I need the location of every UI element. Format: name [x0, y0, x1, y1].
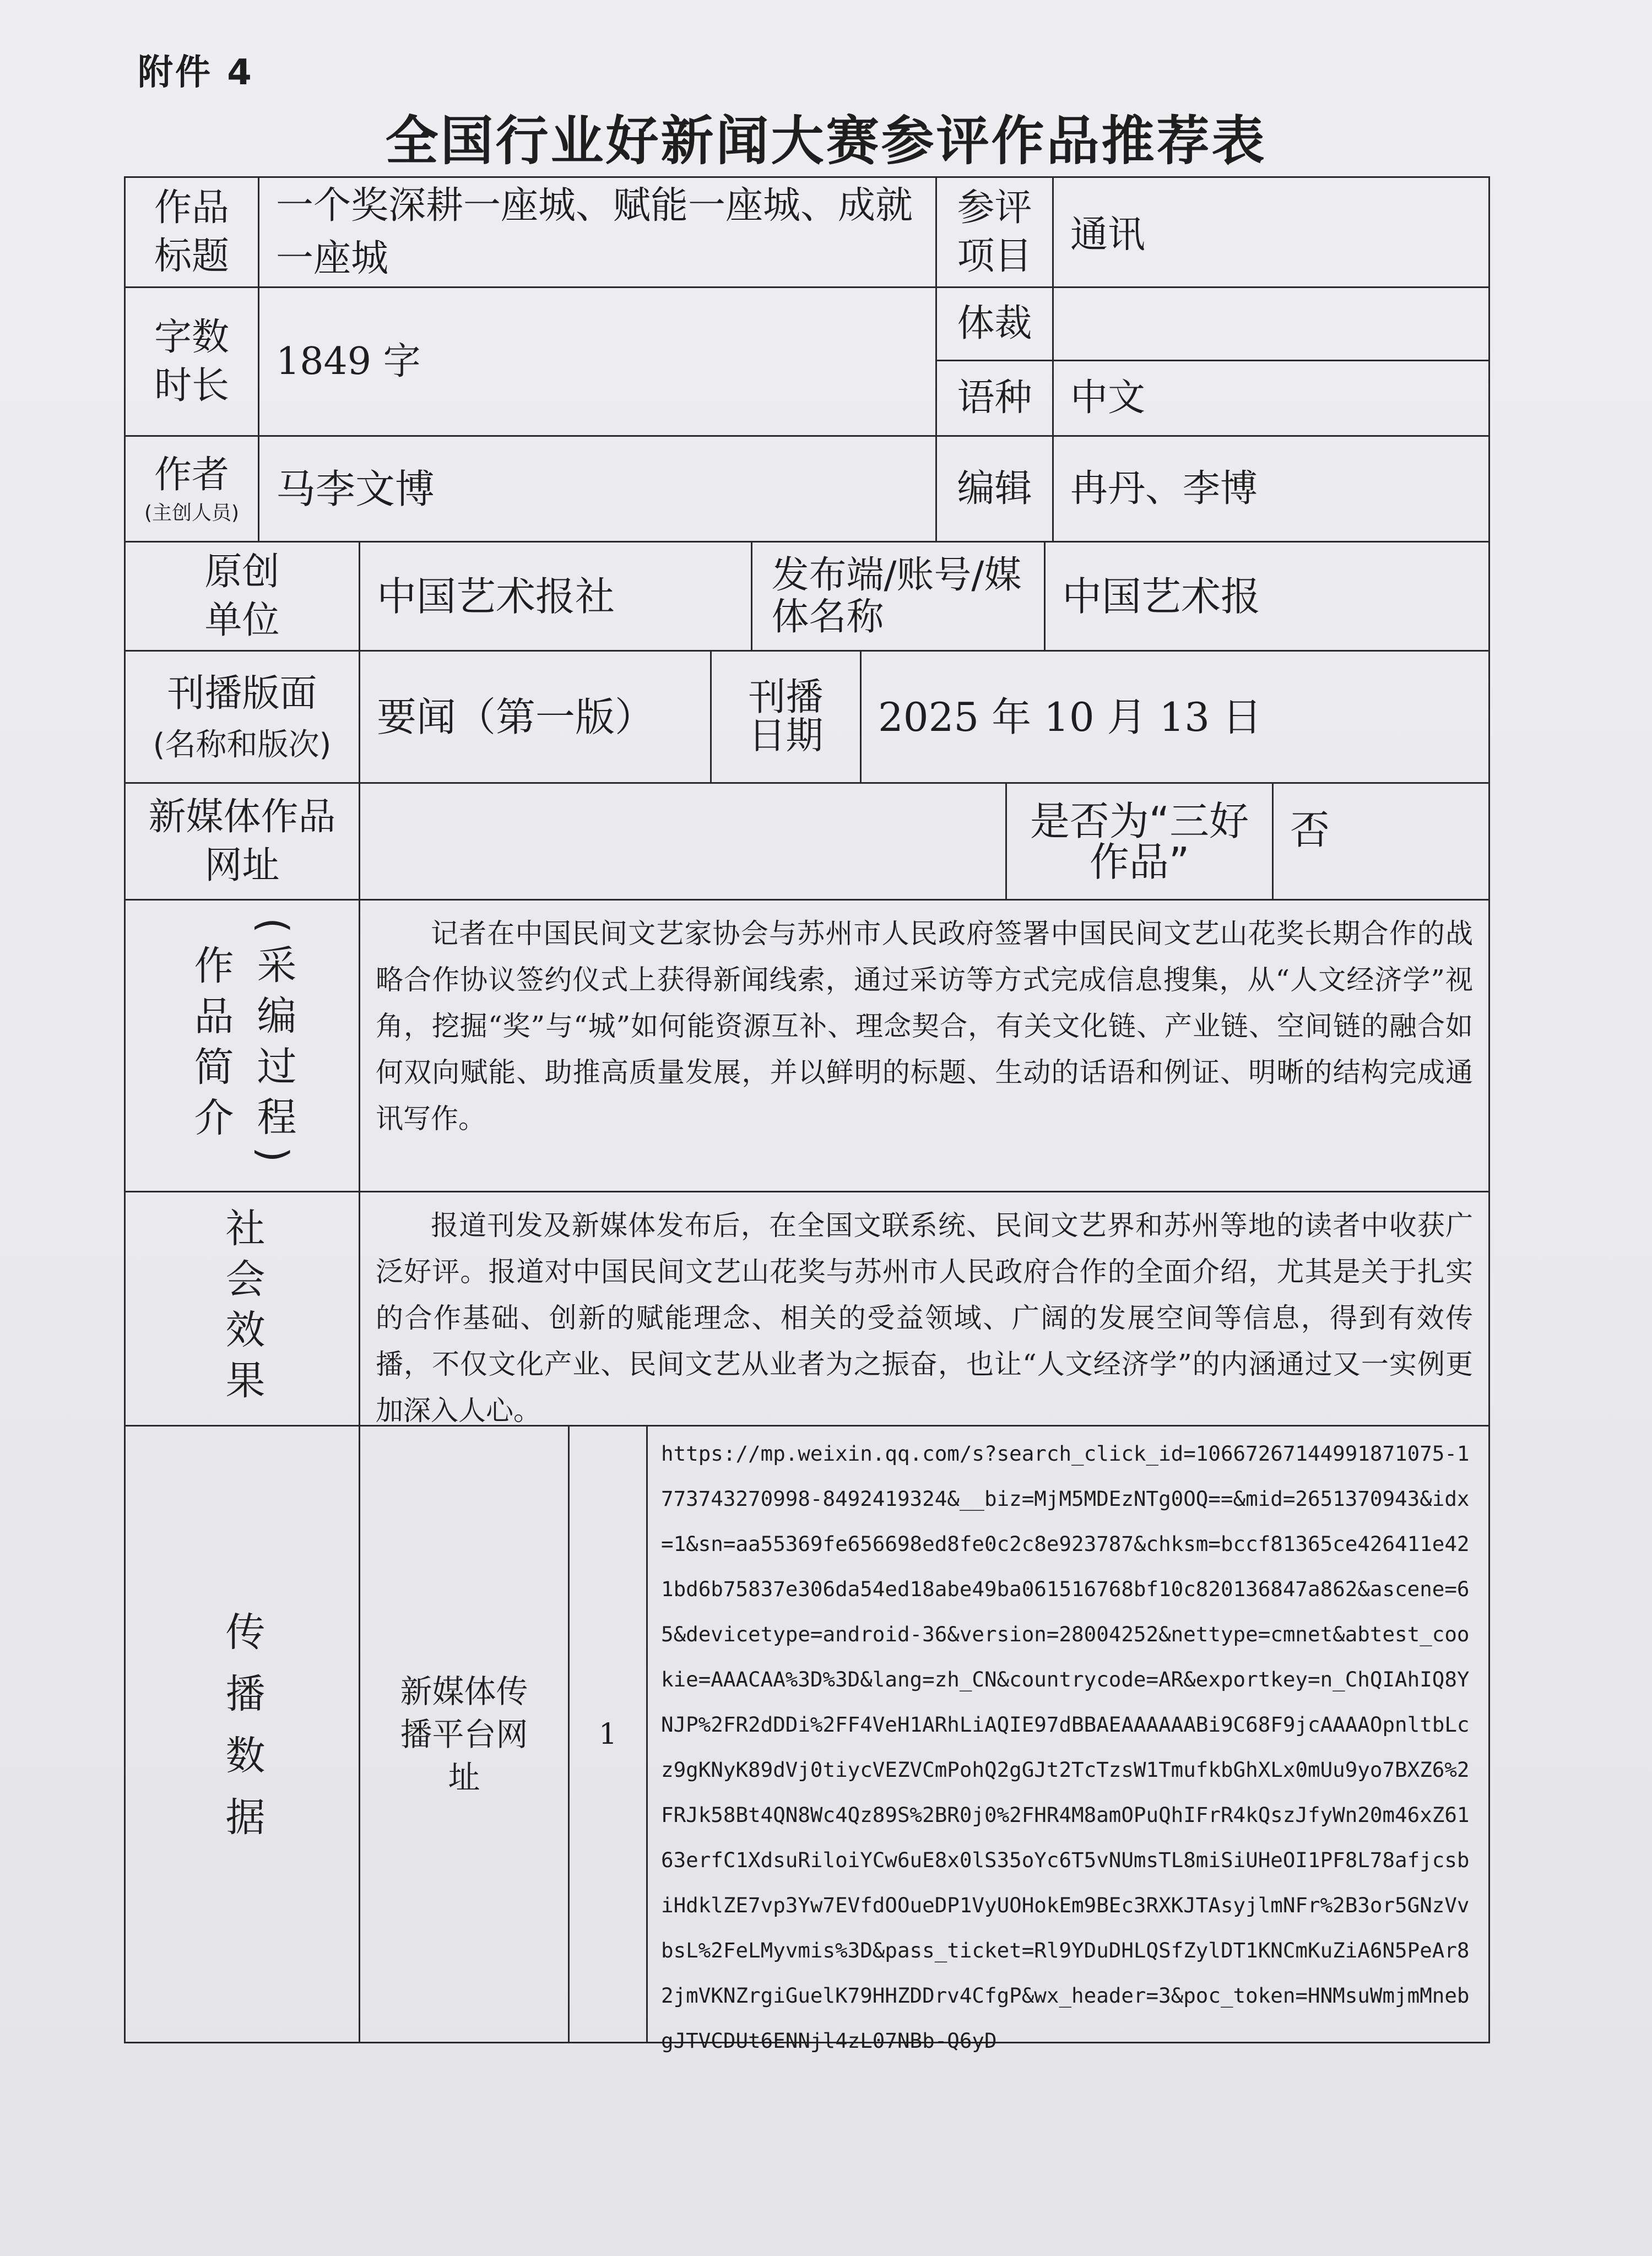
label-author: 作者 (主创人员) — [126, 437, 259, 541]
label-layout: 刊播版面 (名称和版次) — [126, 652, 360, 782]
value-word-count: 1849 字 — [259, 288, 937, 435]
value-pub-date: 2025 年 10 月 13 日 — [878, 693, 1262, 740]
label-spread — [126, 1427, 360, 2042]
label-review-item: 参评项目 — [937, 178, 1054, 286]
label-editor: 编辑 — [937, 437, 1054, 541]
value-author: 马李文博 — [259, 437, 937, 541]
label-orig-unit: 原创单位 — [126, 543, 360, 650]
document-title: 全国行业好新闻大赛参评作品推荐表 — [385, 110, 1267, 172]
label-language: 语种 — [937, 361, 1054, 435]
effect-label-text: 社会效果 — [219, 1207, 266, 1410]
row-intro — [124, 899, 1490, 1191]
spread-label-text: 传播数据 — [219, 1610, 266, 1858]
value-intro: 记者在中国民间文艺家协会与苏州市人民政府签署中国民间文艺山花奖长期合作的战略合作协议签约仪式上获得新闻线索，通过采访等方式完成信息搜集，从“人文经济学”视角，挖掘“奖”与“城”如何能资源互补、理念契合，有关文化链、产业链、空间链的融合如何双向赋能、助推高质量发展，并以鲜明的标题、生动的话语和例证、明晰的结构完成通讯写作。 — [376, 918, 1473, 1135]
author-note: (主创人员) — [144, 501, 240, 524]
value-layout: 要闻（第一版） — [360, 652, 712, 782]
value-effect: 报道刊发及新媒体发布后，在全国文联系统、民间文艺界和苏州等地的读者中收获广泛好评。报道对中国民间文艺山花奖与苏州市人民政府合作的全面介绍，尤其是关于扎实的合作基础、创新的赋能理念、相关的受益领域、广阔的发展空间等信息，得到有效传播，不仅文化产业、民间文艺从业者为之振奋，也让“人文经济学”的内涵通过又一实例更加深入人心。 — [376, 1210, 1473, 1427]
row-author — [124, 435, 1490, 541]
label-newmedia-url: 新媒体作品网址 — [126, 784, 360, 899]
value-platform-index: 1 — [570, 1427, 648, 2042]
value-review-item: 通讯 — [1070, 213, 1146, 257]
label-effect — [126, 1192, 360, 1425]
row-word-count — [124, 286, 1490, 435]
recommendation-form — [124, 176, 1490, 2053]
genre-language-group — [937, 288, 1488, 435]
label-three-good: 是否为“三好作品” — [1007, 784, 1274, 899]
row-work-title — [124, 176, 1490, 286]
value-editor: 冉丹、李博 — [1070, 467, 1258, 511]
label-publisher: 发布端/账号/媒体名称 — [752, 543, 1046, 650]
layout-note: (名称和版次) — [153, 726, 332, 763]
label-platform: 新媒体传播平台网址 — [360, 1427, 570, 2042]
value-language: 中文 — [1070, 376, 1146, 420]
intro-label-note: (采编过程) — [250, 918, 297, 1174]
value-three-good: 否 — [1290, 807, 1330, 853]
label-work-title: 作品标题 — [126, 178, 259, 286]
label-word-count: 字数时长 — [126, 288, 259, 435]
value-newmedia-url — [360, 784, 1007, 899]
attachment-label: 附件 4 — [138, 52, 254, 93]
row-layout — [124, 650, 1490, 782]
row-orig-unit — [124, 541, 1490, 650]
label-pub-date: 刊播日期 — [712, 652, 862, 782]
value-work-title: 一个奖深耕一座城、赋能一座城、成就一座城 — [259, 178, 937, 286]
label-genre: 体裁 — [937, 288, 1054, 360]
row-effect — [124, 1191, 1490, 1425]
value-platform-url[interactable]: https://mp.weixin.qq.com/s?search_click_id=10667267144991871075-1773743270998-8492419324&__biz=MjM5MDEzNTg0OQ==&mid=2651370943&idx=1&sn=aa55369fe656698ed8fe0c2c8e923787&chksm=bccf81365ce426411e421bd6b75837e306da54ed18abe49ba061516768bf10c820136847a862&ascene=65&devicetype=android-36&version=28004252&nettype=cmnet&abtest_cookie=AAACAA%3D%3D&lang=zh_CN&countrycode=AR&exportkey=n_ChQIAhIQ8YNJP%2FR2dDDi%2FF4VeH1ARhLiAQIE97dBBAEAAAAAABi9C68F9jcAAAAOpnltbLcz9gKNyK89dVj0tiycVEZVCmPohQ2gGJt2TcTzsW1TmufkbGhXLx0mUu9yo7BXZ6%2FRJk58Bt4QN8Wc4Qz89S%2BR0j0%2FHR4M8amOPuQhIFrR4kQszJfyWn20m46xZ6163erfC1XdsuRiloiYCw6uE8x0lS35oYc6T5vNUmsTL8miSiUHeOI1PF8L78afjcsbiHdklZE7vp3Yw7EVfdOOueDP1VyUOHokEm9BEc3RXKJTAsyjlmNFr%2B3or5GNzVvbsL%2FeLMyvmis%3D&pass_ticket=Rl9YDuDHLQSfZylDT1KNCmKuZiA6N5PeAr82jmVKNZrgiGuelK79HHZDDrv4CfgP&wx_header=3&poc_token=HNMsuWmjmMnebgJTVCDUt6ENNjl4zL07NBb-Q6yD — [661, 1441, 1470, 2053]
intro-label-text: 作品简介 — [187, 944, 234, 1147]
value-orig-unit: 中国艺术报社 — [360, 543, 752, 650]
label-intro — [126, 901, 360, 1191]
value-publisher: 中国艺术报 — [1062, 573, 1261, 620]
row-spread — [124, 1425, 1490, 2053]
row-newmedia — [124, 782, 1490, 899]
